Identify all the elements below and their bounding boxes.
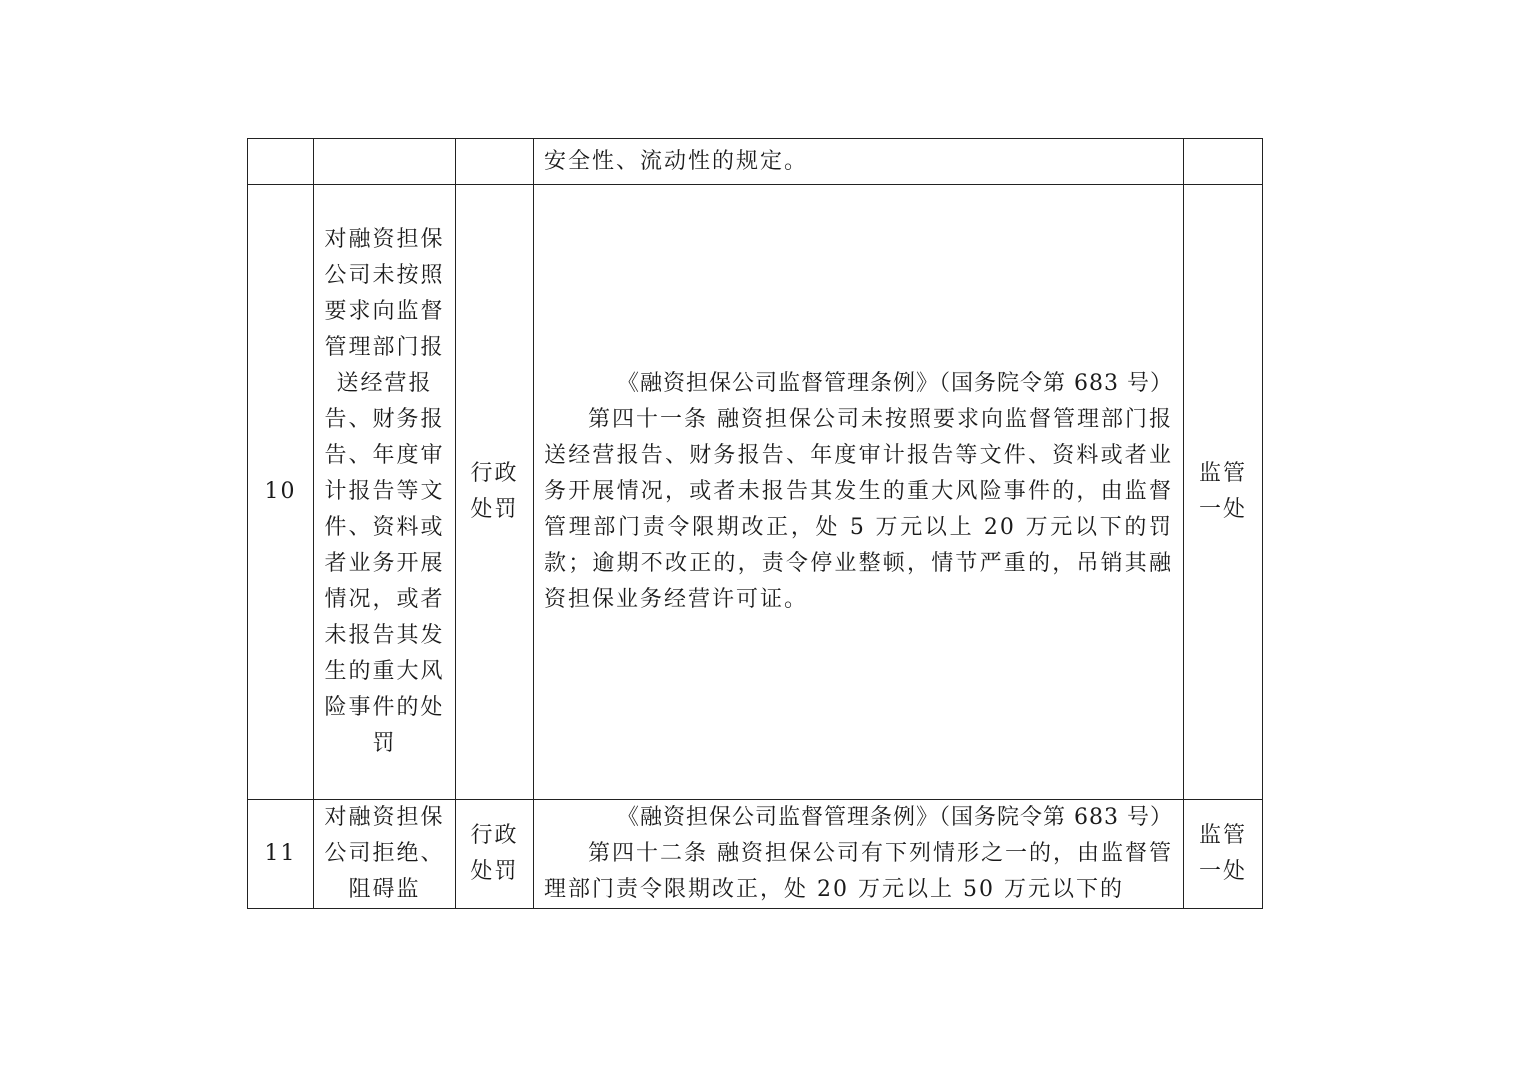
penalty-type: 行政处罚: [456, 800, 534, 909]
table-row: [248, 139, 1263, 185]
penalty-type: 行政处罚: [456, 185, 534, 800]
legal-basis: [534, 185, 1184, 800]
regulation-table: [247, 138, 1263, 909]
item-name: [314, 139, 456, 185]
item-name: 对融资担保公司拒绝、阻碍监: [324, 805, 445, 902]
table-row: [248, 185, 1263, 800]
item-name-cell: [314, 800, 456, 909]
basis-paragraph: 第四十一条 融资担保公司未按照要求向监督管理部门报送经营报告、财务报告、年度审计报告等文件、资料或者业务开展情况，或者未报告其发生的重大风险事件的，由监督管理部门责令限期改正，处 5 万元以上 20 万元以下的罚款；逾期不改正的，责令停业整顿，情节严重的，吊销其融资担保业务经营许可证。: [544, 407, 1173, 612]
legal-basis: [534, 800, 1184, 909]
penalty-type: [456, 139, 534, 185]
table-row: [248, 800, 1263, 909]
row-number: [248, 139, 314, 185]
department: [1184, 139, 1263, 185]
department: 监管一处: [1184, 800, 1263, 909]
row-number: 11: [248, 800, 314, 909]
basis-source: 《融资担保公司监督管理条例》（国务院令第 683 号）: [617, 371, 1173, 396]
department: 监管一处: [1184, 185, 1263, 800]
row-number: 10: [248, 185, 314, 800]
legal-basis: [534, 139, 1184, 185]
item-name: 对融资担保公司未按照要求向监督管理部门报送经营报告、财务报告、年度审计报告等文件、资料或者业务开展情况，或者未报告其发生的重大风险事件的处罚: [314, 185, 456, 800]
basis-paragraph: 第四十二条 融资担保公司有下列情形之一的，由监督管理部门责令限期改正，处 20 万元以上 50 万元以下的: [544, 841, 1173, 902]
basis-source: 《融资担保公司监督管理条例》（国务院令第 683 号）: [617, 805, 1173, 830]
basis-paragraph: 安全性、流动性的规定。: [544, 148, 809, 174]
